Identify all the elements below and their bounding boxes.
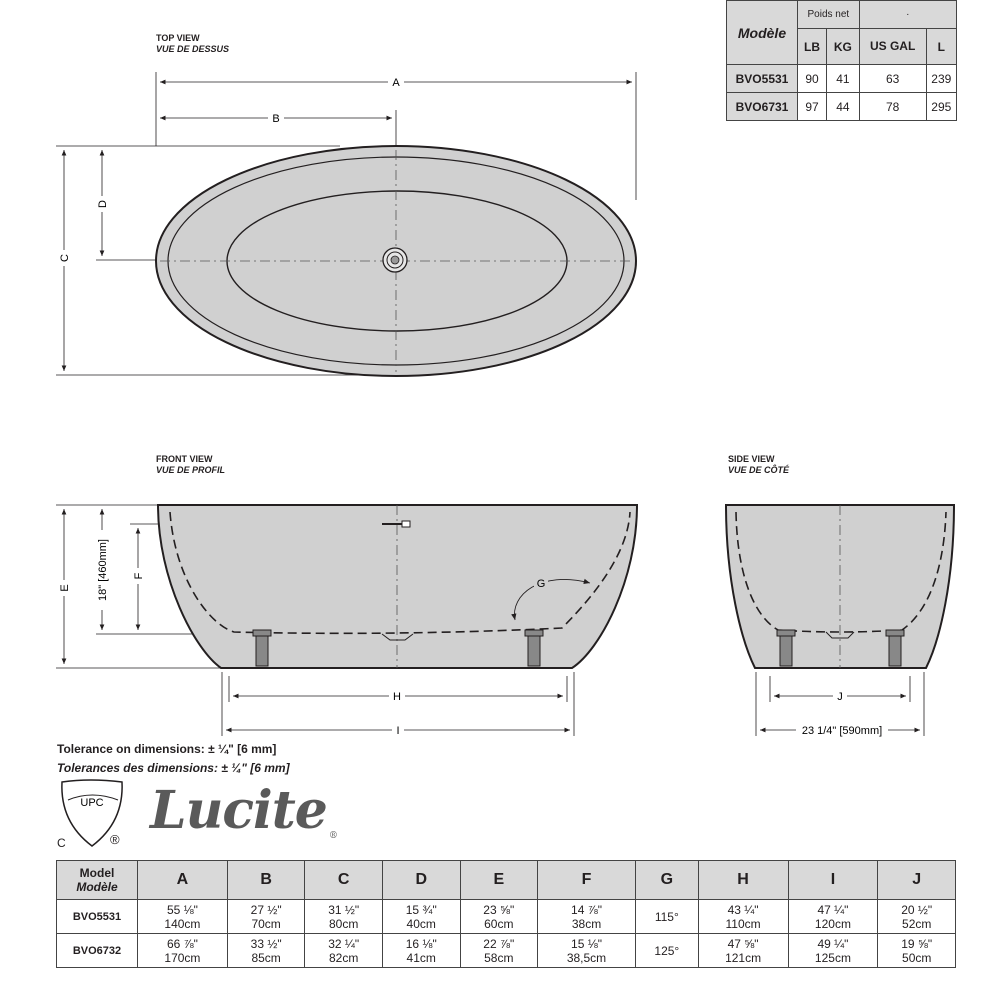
brand-registered: ® xyxy=(328,831,337,841)
dimension-value-metric: 125cm xyxy=(814,950,851,965)
col-header: F xyxy=(538,861,636,900)
weight-cell: 295 xyxy=(926,93,956,121)
dimension-value-metric: 60cm xyxy=(484,916,514,931)
weight-cell: 41 xyxy=(827,65,860,93)
brand-name: Lucite xyxy=(150,780,327,841)
weight-col-header: KG xyxy=(827,29,860,65)
front-view-drawing xyxy=(56,505,637,737)
dimension-value: 20 ½" xyxy=(901,902,933,917)
dimension-cell xyxy=(878,900,956,934)
dim-b-label: B xyxy=(272,113,280,125)
dim-i-label: I xyxy=(396,725,400,737)
dimension-value-metric: 40cm xyxy=(406,916,436,931)
dimension-value: 66 ⅞" xyxy=(166,936,198,951)
dimension-value-metric: 50cm xyxy=(902,950,932,965)
col-header: C xyxy=(305,861,383,900)
dimension-value: 125° xyxy=(654,943,680,958)
col-header: I xyxy=(788,861,878,900)
dimension-value-metric: 38cm xyxy=(571,916,602,931)
weight-col-header: US GAL xyxy=(859,29,926,65)
dimension-value: 22 ⅞" xyxy=(483,936,515,951)
model-name: BVO5531 xyxy=(57,900,138,934)
side-view-drawing xyxy=(726,505,954,737)
dimension-cell xyxy=(460,934,538,968)
dimension-cell xyxy=(227,934,305,968)
dimension-value: 14 ⅞" xyxy=(571,902,602,917)
dimension-cell xyxy=(878,934,956,968)
table-row xyxy=(57,934,956,968)
upc-mark: UPC xyxy=(80,797,104,809)
weight-cell: 78 xyxy=(859,93,926,121)
weight-col-header: L xyxy=(926,29,956,65)
tolerance-en: Tolerance on dimensions: ± ¼" [6 mm] xyxy=(57,742,277,756)
volume-header: · xyxy=(859,1,956,29)
top-view-drawing xyxy=(56,72,636,376)
top-view-title xyxy=(156,33,229,55)
weight-cell: 44 xyxy=(827,93,860,121)
weight-model-name: BVO5531 xyxy=(727,65,798,93)
side-view-title xyxy=(728,454,789,476)
front-view-title-en: FRONT VIEW xyxy=(156,454,213,464)
dimension-value: 33 ½" xyxy=(250,936,282,951)
dimension-cell xyxy=(227,900,305,934)
dim-j-label: J xyxy=(837,691,843,703)
dimension-value: 43 ¼" xyxy=(727,902,759,917)
dimension-cell xyxy=(382,934,460,968)
dim-a-label: A xyxy=(392,77,400,89)
dimension-cell xyxy=(635,900,698,934)
weight-cell: 97 xyxy=(798,93,827,121)
col-header: D xyxy=(382,861,460,900)
dimension-value-metric: 121cm xyxy=(725,950,762,965)
dim-d-label: D xyxy=(97,200,109,208)
dimension-value: 32 ¼" xyxy=(328,936,360,951)
dimension-value: 47 ¼" xyxy=(817,902,849,917)
dim-c-label: C xyxy=(59,254,71,262)
tolerance-fr: Tolerances des dimensions: ± ¼" [6 mm] xyxy=(57,761,290,775)
dimension-value-metric: 70cm xyxy=(251,916,281,931)
weight-header: Poids net xyxy=(798,1,860,29)
col-header: J xyxy=(878,861,956,900)
dimension-value-metric: 120cm xyxy=(814,916,851,931)
lucite-logo xyxy=(150,780,337,841)
table-row xyxy=(727,65,957,93)
dimension-value: 23 ⅝" xyxy=(483,902,515,917)
top-view-title-fr: VUE DE DESSUS xyxy=(156,44,230,54)
dim-f-label: F xyxy=(133,572,145,580)
dim-h-label: H xyxy=(393,691,401,703)
dimension-table xyxy=(56,860,956,968)
weight-col-header: LB xyxy=(798,29,827,65)
weight-cell: 239 xyxy=(926,65,956,93)
dim-g-label: G xyxy=(536,578,546,590)
table-row xyxy=(727,93,957,121)
height-note-label: 18" [460mm] xyxy=(97,539,109,601)
dimension-value: 47 ⅝" xyxy=(727,936,759,951)
dimension-value: 49 ¼" xyxy=(817,936,849,951)
front-view-title xyxy=(156,454,225,476)
dimension-value: 115° xyxy=(654,909,679,924)
dimension-cell xyxy=(698,900,788,934)
dim-e-label: E xyxy=(59,584,71,592)
col-header: A xyxy=(138,861,228,900)
weight-cell: 90 xyxy=(798,65,827,93)
tolerance-note xyxy=(57,740,290,778)
dimension-value-metric: 80cm xyxy=(329,916,359,931)
r-mark: ® xyxy=(110,832,120,847)
dimension-cell xyxy=(460,900,538,934)
dimension-cell xyxy=(635,934,698,968)
side-view-title-fr: VUE DE CÔTÉ xyxy=(728,465,790,475)
dimension-value: 31 ½" xyxy=(328,902,360,917)
side-width-label: 23 1/4" [590mm] xyxy=(801,725,883,737)
dimension-value-metric: 38,5cm xyxy=(566,950,607,965)
model-header-fr: Modèle xyxy=(76,880,118,894)
model-header-en: Model xyxy=(79,866,115,880)
dimension-value-metric: 82cm xyxy=(329,950,359,965)
dimension-cell xyxy=(138,934,228,968)
col-header: H xyxy=(698,861,788,900)
dimension-cell xyxy=(305,934,383,968)
dimension-cell xyxy=(305,900,383,934)
c-mark: C xyxy=(57,836,66,850)
dimension-cell xyxy=(538,900,636,934)
dimension-value: 55 ⅛" xyxy=(166,902,198,917)
dimension-value: 15 ⅛" xyxy=(571,936,602,951)
dimension-value-metric: 52cm xyxy=(902,916,932,931)
dimension-value-metric: 140cm xyxy=(164,916,201,931)
dimension-value-metric: 170cm xyxy=(164,950,201,965)
col-header: B xyxy=(227,861,305,900)
dimension-cell xyxy=(788,900,878,934)
dimension-cell xyxy=(538,934,636,968)
top-view-title-en: TOP VIEW xyxy=(156,33,200,43)
weight-model-name: BVO6731 xyxy=(727,93,798,121)
weight-cell: 63 xyxy=(859,65,926,93)
dimension-value-metric: 58cm xyxy=(484,950,514,965)
dimension-value: 19 ⅝" xyxy=(901,936,933,951)
model-header xyxy=(57,861,138,900)
dimension-value-metric: 85cm xyxy=(251,950,281,965)
dimension-value: 16 ⅛" xyxy=(405,936,437,951)
dimension-value-metric: 41cm xyxy=(406,950,436,965)
weight-model-header: Modèle xyxy=(727,1,798,65)
weight-table xyxy=(726,0,957,121)
dimension-value: 27 ½" xyxy=(250,902,282,917)
side-view-title-en: SIDE VIEW xyxy=(728,454,775,464)
col-header: E xyxy=(460,861,538,900)
table-row xyxy=(57,900,956,934)
dimension-cell xyxy=(138,900,228,934)
dimension-value: 15 ¾" xyxy=(405,902,437,917)
col-header: G xyxy=(635,861,698,900)
model-name: BVO6732 xyxy=(57,934,138,968)
dimension-cell xyxy=(382,900,460,934)
dimension-cell xyxy=(698,934,788,968)
dimension-value-metric: 110cm xyxy=(725,916,761,931)
dimension-cell xyxy=(788,934,878,968)
front-view-title-fr: VUE DE PROFIL xyxy=(156,465,226,475)
